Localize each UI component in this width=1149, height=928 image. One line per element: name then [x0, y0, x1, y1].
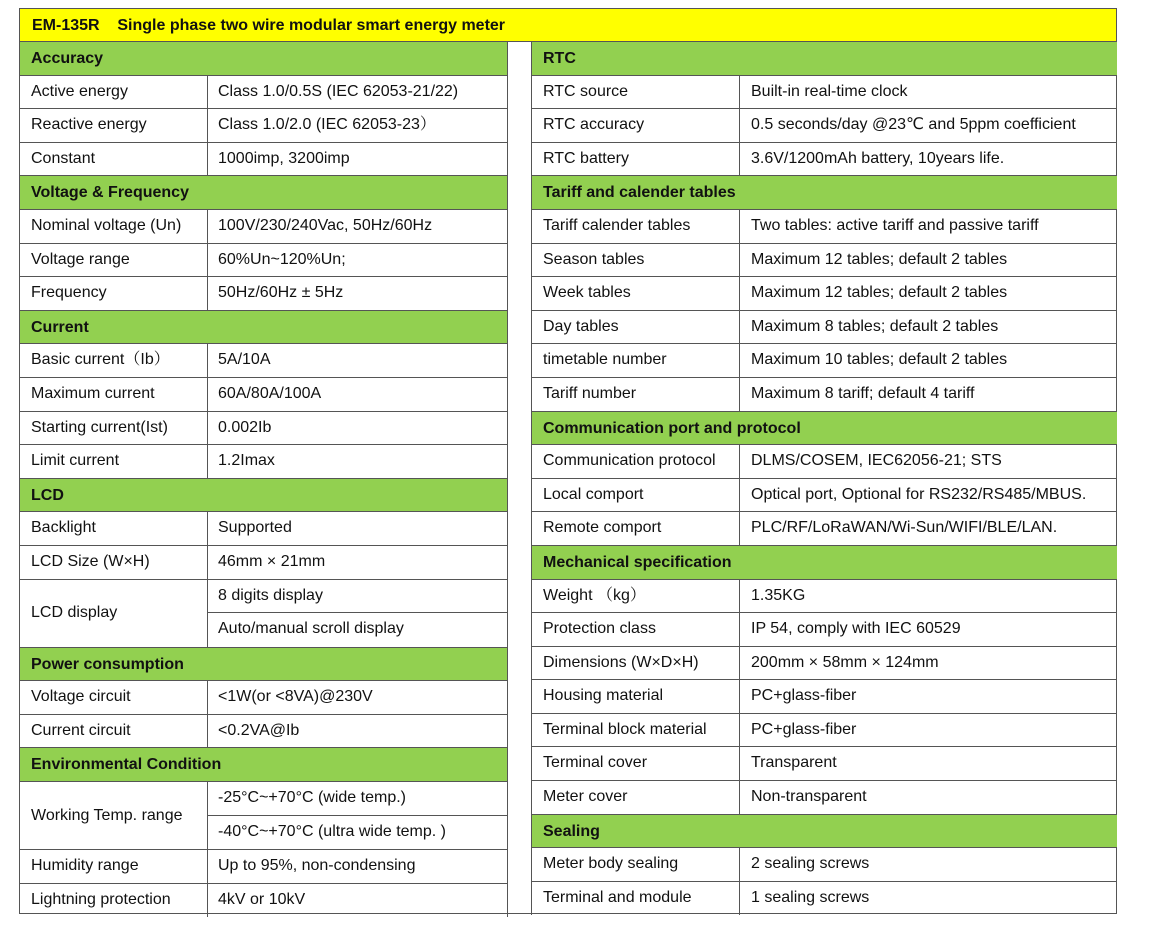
section-header-mechanical: Mechanical specification [532, 546, 1117, 580]
spec-label: Tariff number [532, 378, 740, 411]
spec-value: PC+glass-fiber [751, 720, 857, 738]
spec-label: Humidity range [20, 850, 208, 883]
spec-row [532, 76, 1117, 110]
spec-value: Maximum 12 tables; default 2 tables [751, 250, 1008, 268]
spec-value: -40°C~+70°C (ultra wide temp. ) [218, 822, 446, 840]
spec-label: Tariff calender tables [532, 210, 740, 243]
spec-value: Built-in real-time clock [751, 82, 908, 100]
spec-row [532, 445, 1117, 479]
spec-row [532, 109, 1117, 143]
spec-label: Terminal block material [532, 714, 740, 747]
spec-label: Communication protocol [532, 445, 740, 478]
spec-value: 1000imp, 3200imp [218, 149, 350, 167]
spec-label: Meter body sealing [532, 848, 740, 881]
spec-row [20, 512, 507, 546]
spec-row [532, 613, 1117, 647]
spec-row [20, 210, 507, 244]
section-header-rtc: RTC [532, 42, 1117, 76]
spec-label: Active energy [20, 76, 208, 109]
spec-value: Auto/manual scroll display [218, 620, 404, 638]
spec-row [532, 747, 1117, 781]
spec-value: 60A/80A/100A [218, 384, 322, 402]
spec-label: Frequency [20, 277, 208, 310]
spec-value: 8 digits display [208, 580, 507, 614]
spec-label: Meter cover [532, 781, 740, 814]
spec-row [532, 714, 1117, 748]
spec-row [20, 445, 507, 479]
spec-row [20, 715, 507, 749]
spec-row [532, 680, 1117, 714]
spec-label: Terminal and module [532, 882, 740, 916]
spec-value: 2 sealing screws [751, 855, 870, 873]
spec-row [20, 244, 507, 278]
spec-row [532, 882, 1117, 916]
spec-row-lcd-display [20, 580, 507, 648]
spec-row [20, 378, 507, 412]
spec-value: 1 sealing screws [751, 888, 870, 906]
spec-label: Reactive energy [20, 109, 208, 142]
spec-row [532, 512, 1117, 546]
spec-value: 0.002Ib [218, 418, 272, 436]
spec-row [532, 277, 1117, 311]
spec-row [20, 76, 507, 110]
spec-value: Maximum 12 tables; default 2 tables [751, 284, 1008, 302]
spec-row [532, 647, 1117, 681]
spec-value: 0.5 seconds/day @23℃ and 5ppm coefficient [751, 116, 1076, 134]
spec-value: Non-transparent [751, 788, 867, 806]
spec-label: Local comport [532, 479, 740, 512]
spec-row [532, 344, 1117, 378]
spec-row [532, 378, 1117, 412]
spec-row [20, 143, 507, 177]
spec-label: Working Temp. range [20, 782, 208, 849]
spec-label: timetable number [532, 344, 740, 377]
left-column [20, 42, 508, 917]
spec-label: Lightning protection [20, 884, 208, 918]
spec-value: <0.2VA@Ib [218, 721, 300, 739]
spec-label: Backlight [20, 512, 208, 545]
spec-value: Maximum 8 tariff; default 4 tariff [751, 384, 975, 402]
spec-value: PC+glass-fiber [751, 687, 857, 705]
spec-value: 60%Un~120%Un; [218, 250, 346, 268]
spec-value: Class 1.0/0.5S (IEC 62053-21/22) [218, 82, 459, 100]
spec-label: Weight （kg） [532, 580, 740, 613]
spec-label: Day tables [532, 311, 740, 344]
spec-value: 50Hz/60Hz ± 5Hz [218, 284, 344, 302]
spec-label: Housing material [532, 680, 740, 713]
spec-label: Protection class [532, 613, 740, 646]
spec-row [532, 580, 1117, 614]
spec-label: RTC battery [532, 143, 740, 176]
section-header-voltage-frequency: Voltage & Frequency [20, 176, 507, 210]
spec-label: Constant [20, 143, 208, 176]
spec-row [532, 848, 1117, 882]
spec-value: 5A/10A [218, 351, 271, 369]
spec-value: Maximum 10 tables; default 2 tables [751, 351, 1008, 369]
spec-label: Remote comport [532, 512, 740, 545]
spec-row [532, 143, 1117, 177]
spec-value: Optical port, Optional for RS232/RS485/MBUS. [751, 485, 1087, 503]
spec-value: 46mm × 21mm [218, 552, 326, 570]
spec-label: Starting current(Ist) [20, 412, 208, 445]
spec-value: 1.35KG [751, 586, 806, 604]
spec-value: 4kV or 10kV [218, 890, 306, 908]
spec-label: Voltage circuit [20, 681, 208, 714]
spec-value: Class 1.0/2.0 (IEC 62053-23） [218, 116, 436, 134]
spec-value: DLMS/COSEM, IEC62056-21; STS [751, 452, 1002, 470]
spec-row [20, 546, 507, 580]
spec-label: Terminal cover [532, 747, 740, 780]
spec-row [20, 412, 507, 446]
spec-row [20, 277, 507, 311]
spec-value: Supported [218, 519, 292, 537]
spec-value: PLC/RF/LoRaWAN/Wi-Sun/WIFI/BLE/LAN. [751, 519, 1058, 537]
spec-label: Voltage range [20, 244, 208, 277]
spec-value: 100V/230/240Vac, 50Hz/60Hz [218, 216, 433, 234]
spec-row [20, 884, 507, 918]
spec-value: Transparent [751, 754, 837, 772]
spec-sheet [19, 8, 1117, 914]
section-header-current: Current [20, 311, 507, 345]
section-header-communication: Communication port and protocol [532, 412, 1117, 446]
spec-value: -25°C~+70°C (wide temp.) [208, 782, 507, 816]
column-gap [508, 42, 530, 913]
spec-label: Season tables [532, 244, 740, 277]
section-header-power: Power consumption [20, 648, 507, 682]
spec-label: RTC source [532, 76, 740, 109]
section-header-environment: Environmental Condition [20, 748, 507, 782]
spec-row [532, 479, 1117, 513]
spec-label: RTC accuracy [532, 109, 740, 142]
section-header-tariff: Tariff and calender tables [532, 176, 1117, 210]
spec-value: <1W(or <8VA)@230V [218, 688, 373, 706]
spec-row [532, 210, 1117, 244]
spec-label: LCD display [20, 580, 208, 647]
spec-value: 3.6V/1200mAh battery, 10years life. [751, 149, 1005, 167]
spec-label: Nominal voltage (Un) [20, 210, 208, 243]
spec-label: LCD Size (W×H) [20, 546, 208, 579]
spec-value: IP 54, comply with IEC 60529 [751, 620, 961, 638]
spec-label: Current circuit [20, 715, 208, 748]
spec-value: 200mm × 58mm × 124mm [751, 653, 939, 671]
spec-label: Basic current（Ib） [20, 344, 208, 377]
spec-value: Maximum 8 tables; default 2 tables [751, 317, 999, 335]
spec-label: Week tables [532, 277, 740, 310]
spec-label: Limit current [20, 445, 208, 478]
spec-row [20, 681, 507, 715]
spec-value: Two tables: active tariff and passive tariff [751, 216, 1039, 234]
spec-row [20, 850, 507, 884]
spec-row [532, 781, 1117, 815]
spec-row [532, 244, 1117, 278]
spec-label: Dimensions (W×D×H) [532, 647, 740, 680]
right-column [531, 42, 1117, 915]
spec-row [20, 344, 507, 378]
section-header-sealing: Sealing [532, 815, 1117, 849]
spec-label: Maximum current [20, 378, 208, 411]
section-header-accuracy: Accuracy [20, 42, 507, 76]
spec-value: Up to 95%, non-condensing [218, 857, 416, 875]
spec-row-working-temp [20, 782, 507, 850]
spec-row [20, 109, 507, 143]
section-header-lcd: LCD [20, 479, 507, 513]
spec-row [532, 311, 1117, 345]
sheet-title: EM-135R Single phase two wire modular smart energy meter [20, 9, 1116, 42]
spec-value: 1.2Imax [218, 452, 275, 470]
